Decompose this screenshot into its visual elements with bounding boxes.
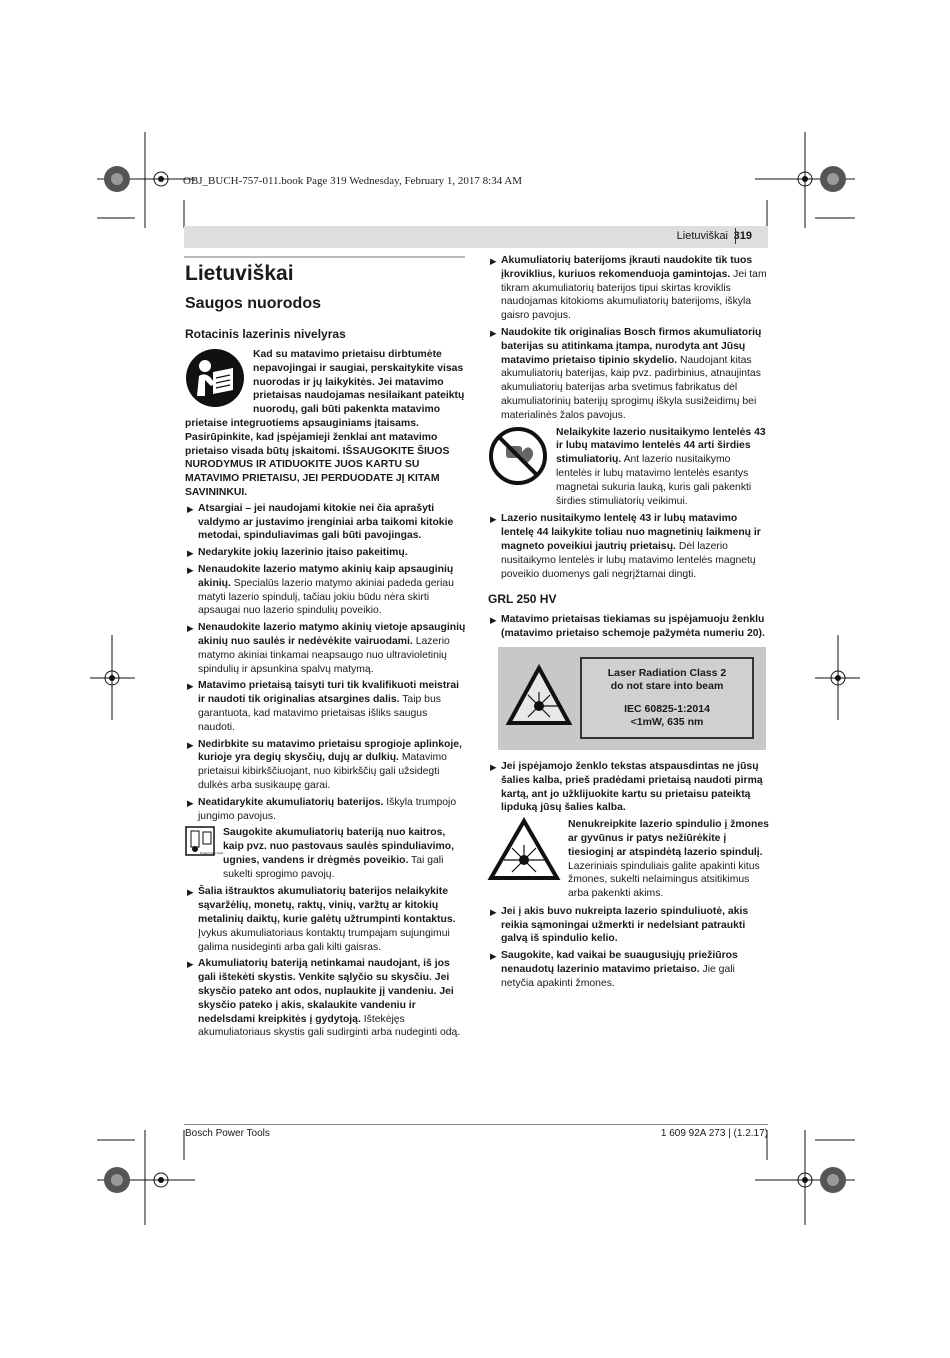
laser-eye-warning: Nenukreipkite lazerio spindulio į žmones ar gyvūnus ir patys nežiūrėkite į tiesioginį ar atspindėtą lazerio spindulį. Lazeriniais spinduliais galite apakinti kitus žmones, sukelti nelaimingus atsitikimus arba pakenkti akims.	[488, 818, 769, 901]
bullet-triangle-icon: ▶	[490, 951, 497, 962]
bullet-triangle-icon: ▶	[187, 503, 194, 514]
list-item: ▶ Matavimo prietaisą taisyti turi tik kvalifikuoti meistrai ir naudoti tik originalias atsargines dalis. Taip bus garantuota, kad matavimo prietaisas išliks saugus naudoti.	[187, 680, 460, 733]
right-column	[488, 254, 769, 994]
label-line-2: do not stare into beam	[610, 679, 724, 692]
bullet-triangle-icon: ▶	[490, 761, 497, 772]
bullet-list	[488, 613, 769, 641]
bullet-triangle-icon: ▶	[490, 256, 497, 266]
intro-block	[185, 348, 466, 502]
svg-text:Protect from heat: Protect from heat	[200, 851, 224, 856]
no-pacemaker-icon	[488, 426, 548, 486]
registration-mark-icon	[818, 164, 848, 194]
registration-mark-icon	[796, 1171, 814, 1189]
bullet-list	[488, 254, 769, 423]
bullet-triangle-icon: ▶	[490, 906, 497, 917]
bullet-triangle-icon: ▶	[187, 623, 194, 634]
list-item: ▶ Jei į akis buvo nukreipta lazerio spinduliuotė, akis reikia sąmoningai užmerkti ir nedelsiant patraukti galvą iš spindulio kelio.	[490, 905, 749, 945]
list-item: ▶ Šalia ištrauktos akumuliatorių baterijos nelaikykite sąvaržėlių, monetų, raktų, vinių, varžtų ar kitokių metalinių daiktų, kurie galėtų užtrumpinti kontaktus. Įvykus akumuliatoriaus kontaktų trumpajam sujungimui galima nusideginti arba gali kilti gaisras.	[187, 886, 456, 953]
laser-warning-icon	[506, 665, 572, 727]
print-header: OBJ_BUCH-757-011.book Page 319 Wednesday, February 1, 2017 8:34 AM	[183, 175, 523, 187]
list-item: ▶ Naudokite tik originalias Bosch firmos akumuliatorių baterijas su atitinkama įtampa, nurodyta ant Jūsų matavimo prietaiso tipinio skydelio. Naudojant kitas akumuliatorių baterijas, kaip pvz. padirbinius, atnaujintas akumuliatorių baterijas arba svetimus fabrikatus dėl akumuliatorinių baterijų sprogimų iškyla susižeidimų bei materialinės žalos pavojus.	[490, 326, 762, 421]
label-line-1: Laser Radiation Class 2	[607, 666, 727, 679]
label-line-3: IEC 60825-1:2014	[624, 702, 710, 715]
registration-mark-icon	[829, 669, 847, 687]
registration-mark-icon	[796, 170, 814, 188]
registration-mark-icon	[152, 170, 170, 188]
pacemaker-warning: Nelaikykite lazerio nusitaikymo lentelės 43 ir lubų matavimo lentelės 44 arti širdies stimuliatorių. Ant lazerio nusitaikymo lentelės ir lubų matavimo lentelės esantys magnetai sukuria lauką, kuris gali pakenkti širdies stimuliatorių veikimui.	[488, 426, 769, 509]
list-item: ▶ Akumuliatorių baterijoms įkrauti naudokite tik tuos įkroviklius, kuriuos rekomenduoja gamintojas. Jei tam tikram akumuliatorių baterijos tipui skirtas kroviklis naudojamas kitokioms akumuliatorių baterijoms, iškyla gaisro pavojus.	[490, 255, 767, 322]
footer-brand: Bosch Power Tools	[185, 1128, 270, 1139]
bullet-triangle-icon: ▶	[187, 797, 194, 808]
bullet-list	[488, 760, 769, 815]
list-item: ▶ Lazerio nusitaikymo lentelę 43 ir lubų matavimo lentelę 44 laikykite toliau nuo magnetinių laikmenų ir magneto poveikiui jautrių prietaisų. Dėl lazerio nusitaikymo lentelės ir lubų matavimo lentelės magnetų poveikio duomenys gali negrįžtamai dingti.	[490, 513, 761, 580]
read-manual-icon	[185, 348, 245, 408]
bullet-triangle-icon: ▶	[490, 327, 497, 338]
footer-code: 1 609 92A 273 | (1.2.17)	[660, 1128, 768, 1139]
registration-mark-icon	[103, 669, 121, 687]
left-column	[185, 262, 466, 1043]
intro-text: Kad su matavimo prietaisu dirbtumėte nepavojingai ir saugiai, perskaitykite visas nuorodas ir jų laikykitės. Jei matavimo prietaisas naudojamas nesilaikant pateiktų nuorodų, gali būti pakenkta matavimo prietaise integruotiems apsauginiams įtaisams. Pasirūpinkite, kad įspėjamieji ženklai ant matavimo prietaiso visada būtų įskaitomi. IŠSAUGOKITE ŠIUOS NURODYMUS IR ATIDUOKITE JUOS KARTU SU MATAVIMO PRIETAISU, JEI PERDUODATE JĮ KITAM SAVININKUI.	[185, 349, 465, 498]
bullet-list	[185, 502, 466, 824]
header-language: Lietuviškai	[676, 230, 728, 242]
list-item: ▶ Neatidarykite akumuliatorių baterijos. Iškyla trumpojo jungimo pavojus.	[187, 796, 457, 822]
footer-rule	[184, 1124, 768, 1125]
bullet-list	[488, 905, 769, 991]
title-rule	[184, 256, 465, 258]
page-title: Lietuviškai	[185, 262, 294, 285]
list-item: ▶ Akumuliatorių bateriją netinkamai naudojant, iš jos gali ištekėti skystis. Venkite sąlyčio su skysčiu. Jei skysčio pateko ant odos, nuplaukite jį vandeniu. Jei skysčio pateko į akis, skalaukite vandeniu ir nedelsdami kreipkitės į gydytoją. Ištekėjęs akumuliatoriaus skystis gali sudirginti arba nudeginti odą.	[187, 958, 461, 1039]
list-item: ▶ Jei įspėjamojo ženklo tekstas atspausdintas ne jūsų šalies kalba, prieš pradėdami prietaisą naudoti pirmą kartą, ant jo užklijuokite kartu su prietaisu pateiktą lipduką jūsų šalies kalba.	[490, 760, 763, 814]
list-item: ▶ Atsargiai – jei naudojami kitokie nei čia aprašyti valdymo ar justavimo įrenginiai arba taikomi kitokie metodai, spinduliavimas gali būti pavojingas.	[187, 502, 454, 542]
model-heading: GRL 250 HV	[488, 592, 557, 607]
registration-mark-icon	[152, 1171, 170, 1189]
bullet-list	[488, 512, 769, 581]
laser-warning-icon	[488, 818, 560, 882]
label-line-4: <1mW, 635 nm	[630, 715, 704, 728]
running-header	[184, 226, 768, 248]
registration-mark-icon	[818, 1165, 848, 1195]
laser-warning-label-figure	[498, 647, 766, 750]
list-item: ▶ Saugokite, kad vaikai be suaugusiųjų priežiūros nenaudotų lazerinio matavimo prietaiso. Jie gali netyčia apakinti žmones.	[490, 950, 738, 989]
bullet-list	[185, 885, 466, 1040]
section-heading: Saugos nuorodos	[185, 295, 321, 312]
page-number: 319	[733, 230, 752, 242]
laser-class-label	[580, 657, 754, 739]
list-item: ▶ Nedirbkite su matavimo prietaisu sprogioje aplinkoje, kurioje yra degių skysčių, dujų ar dulkių. Matavimo prietaisui kibirkščiuojant, nuo kibirkščių gali užsidegti dulkės arba susikaupę garai.	[187, 738, 462, 791]
bullet-triangle-icon: ▶	[187, 739, 194, 750]
bullet-triangle-icon: ▶	[490, 514, 497, 525]
protect-from-heat-icon	[185, 826, 224, 856]
bullet-triangle-icon: ▶	[187, 959, 194, 970]
list-item: ▶ Nedarykite jokių lazerinio įtaiso pakeitimų.	[185, 546, 466, 560]
list-item: ▶ Matavimo prietaisas tiekiamas su įspėjamuoju ženklu (matavimo prietaiso schemoje pažymėta numeriu 20).	[490, 614, 765, 640]
list-item: ▶ Nenaudokite lazerio matymo akinių kaip apsauginių akinių. Specialūs lazerio matymo akiniai padeda geriau matyti lazerio spindulį, tačiau jokiu būdu nėra skirti apsaugai nuo lazerio spindulių poveikio.	[187, 563, 454, 617]
bullet-triangle-icon: ▶	[187, 681, 194, 692]
bullet-triangle-icon: ▶	[187, 548, 194, 559]
battery-heat-warning: Protect from heat Saugokite akumuliatorių bateriją nuo kaitros, kaip pvz. nuo pastovaus saulės spinduliavimo, ugnies, vandens ir drėgmės poveikio. Tai gali sukelti sprogimo pavojų.	[185, 826, 466, 881]
subsection-heading: Rotacinis lazerinis nivelyras	[185, 327, 346, 341]
list-item: ▶ Nenaudokite lazerio matymo akinių vietoje apsauginių akinių nuo saulės ir nedėvėkite vairuodami. Lazerio matymo akiniai tinkamai neapsaugo nuo ultravioletinių spindulių ir apsunkina spalvų matymą.	[187, 622, 466, 675]
registration-mark-icon	[102, 164, 132, 194]
bullet-triangle-icon: ▶	[187, 887, 194, 898]
registration-mark-icon	[102, 1165, 132, 1195]
bullet-triangle-icon: ▶	[490, 615, 497, 626]
bullet-triangle-icon: ▶	[187, 564, 194, 575]
